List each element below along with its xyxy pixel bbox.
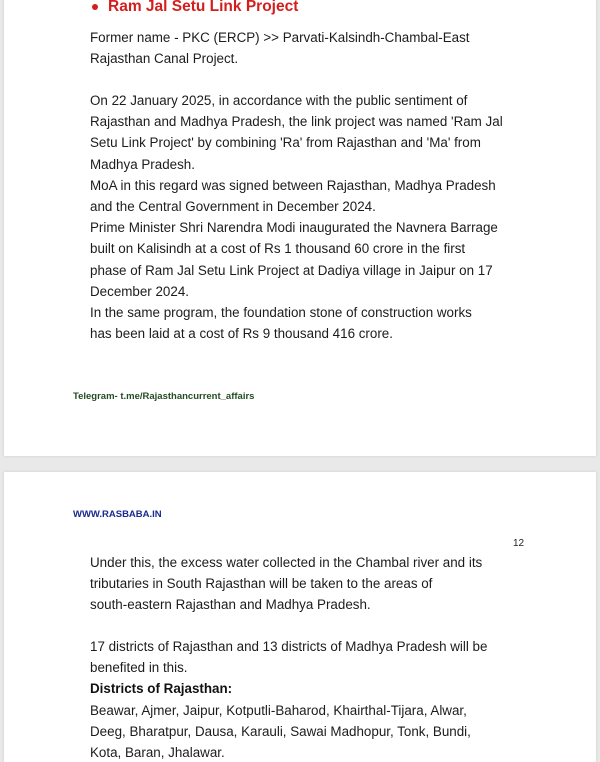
- former-name-paragraph: [90, 27, 530, 69]
- text-line: has been laid at a cost of Rs 9 thousand 416 crore.: [90, 326, 393, 342]
- paragraph-excess-water: [90, 552, 530, 616]
- document-page-2: [4, 472, 596, 762]
- text-line: Former name - PKC (ERCP) >> Parvati-Kalsindh-Chambal-East: [90, 30, 470, 45]
- text-line: On 22 January 2025, in accordance with the public sentiment of: [90, 93, 468, 108]
- text-line: Deeg, Bharatpur, Dausa, Karauli, Sawai Madhopur, Tonk, Bundi,: [90, 723, 471, 739]
- text-line: phase of Ram Jal Setu Link Project at Dadiya village in Jaipur on 17: [90, 262, 493, 278]
- section-heading: [92, 0, 298, 16]
- heading-text: Ram Jal Setu Link Project: [108, 0, 299, 15]
- text-line: Rajasthan and Madhya Pradesh, the link project was named 'Ram Jal: [90, 114, 503, 130]
- website-link[interactable]: WWW.RASBABA.IN: [73, 509, 162, 520]
- text-line: benefited in this.: [90, 660, 188, 676]
- text-line: Madhya Pradesh.: [90, 156, 195, 172]
- text-line: built on Kalisindh at a cost of Rs 1 thousand 60 crore in the first: [90, 241, 466, 257]
- text-line: Setu Link Project' by combining 'Ra' from Rajasthan and 'Ma' from: [90, 135, 481, 151]
- page-number: 12: [513, 538, 525, 549]
- text-line: December 2024.: [90, 283, 189, 299]
- text-line: Under this, the excess water collected in the Chambal river and its: [90, 555, 483, 570]
- telegram-link[interactable]: Telegram- t.me/Rajasthancurrent_affairs: [73, 391, 255, 402]
- districts-heading: Districts of Rajasthan:: [90, 681, 233, 697]
- text-line: Prime Minister Shri Narendra Modi inaugurated the Navnera Barrage: [90, 220, 498, 236]
- paragraph-districts-benefited: [90, 636, 530, 762]
- text-line: Rajasthan Canal Project.: [90, 51, 239, 67]
- text-line: MoA in this regard was signed between Rajasthan, Madhya Pradesh: [90, 177, 496, 193]
- text-line: tributaries in South Rajasthan will be taken to the areas of: [90, 576, 433, 592]
- body-paragraph: [90, 90, 530, 344]
- text-line: Kota, Baran, Jhalawar.: [90, 745, 225, 761]
- text-line: 17 districts of Rajasthan and 13 districts of Madhya Pradesh will be: [90, 639, 488, 654]
- bullet-icon: [92, 4, 98, 10]
- document-page-1: [4, 0, 596, 456]
- text-line: and the Central Government in December 2024.: [90, 199, 376, 215]
- text-line: Beawar, Ajmer, Jaipur, Kotputli-Baharod, Khairthal-Tijara, Alwar,: [90, 702, 467, 718]
- text-line: south-eastern Rajasthan and Madhya Pradesh.: [90, 597, 371, 613]
- text-line: In the same program, the foundation stone of construction works: [90, 305, 472, 321]
